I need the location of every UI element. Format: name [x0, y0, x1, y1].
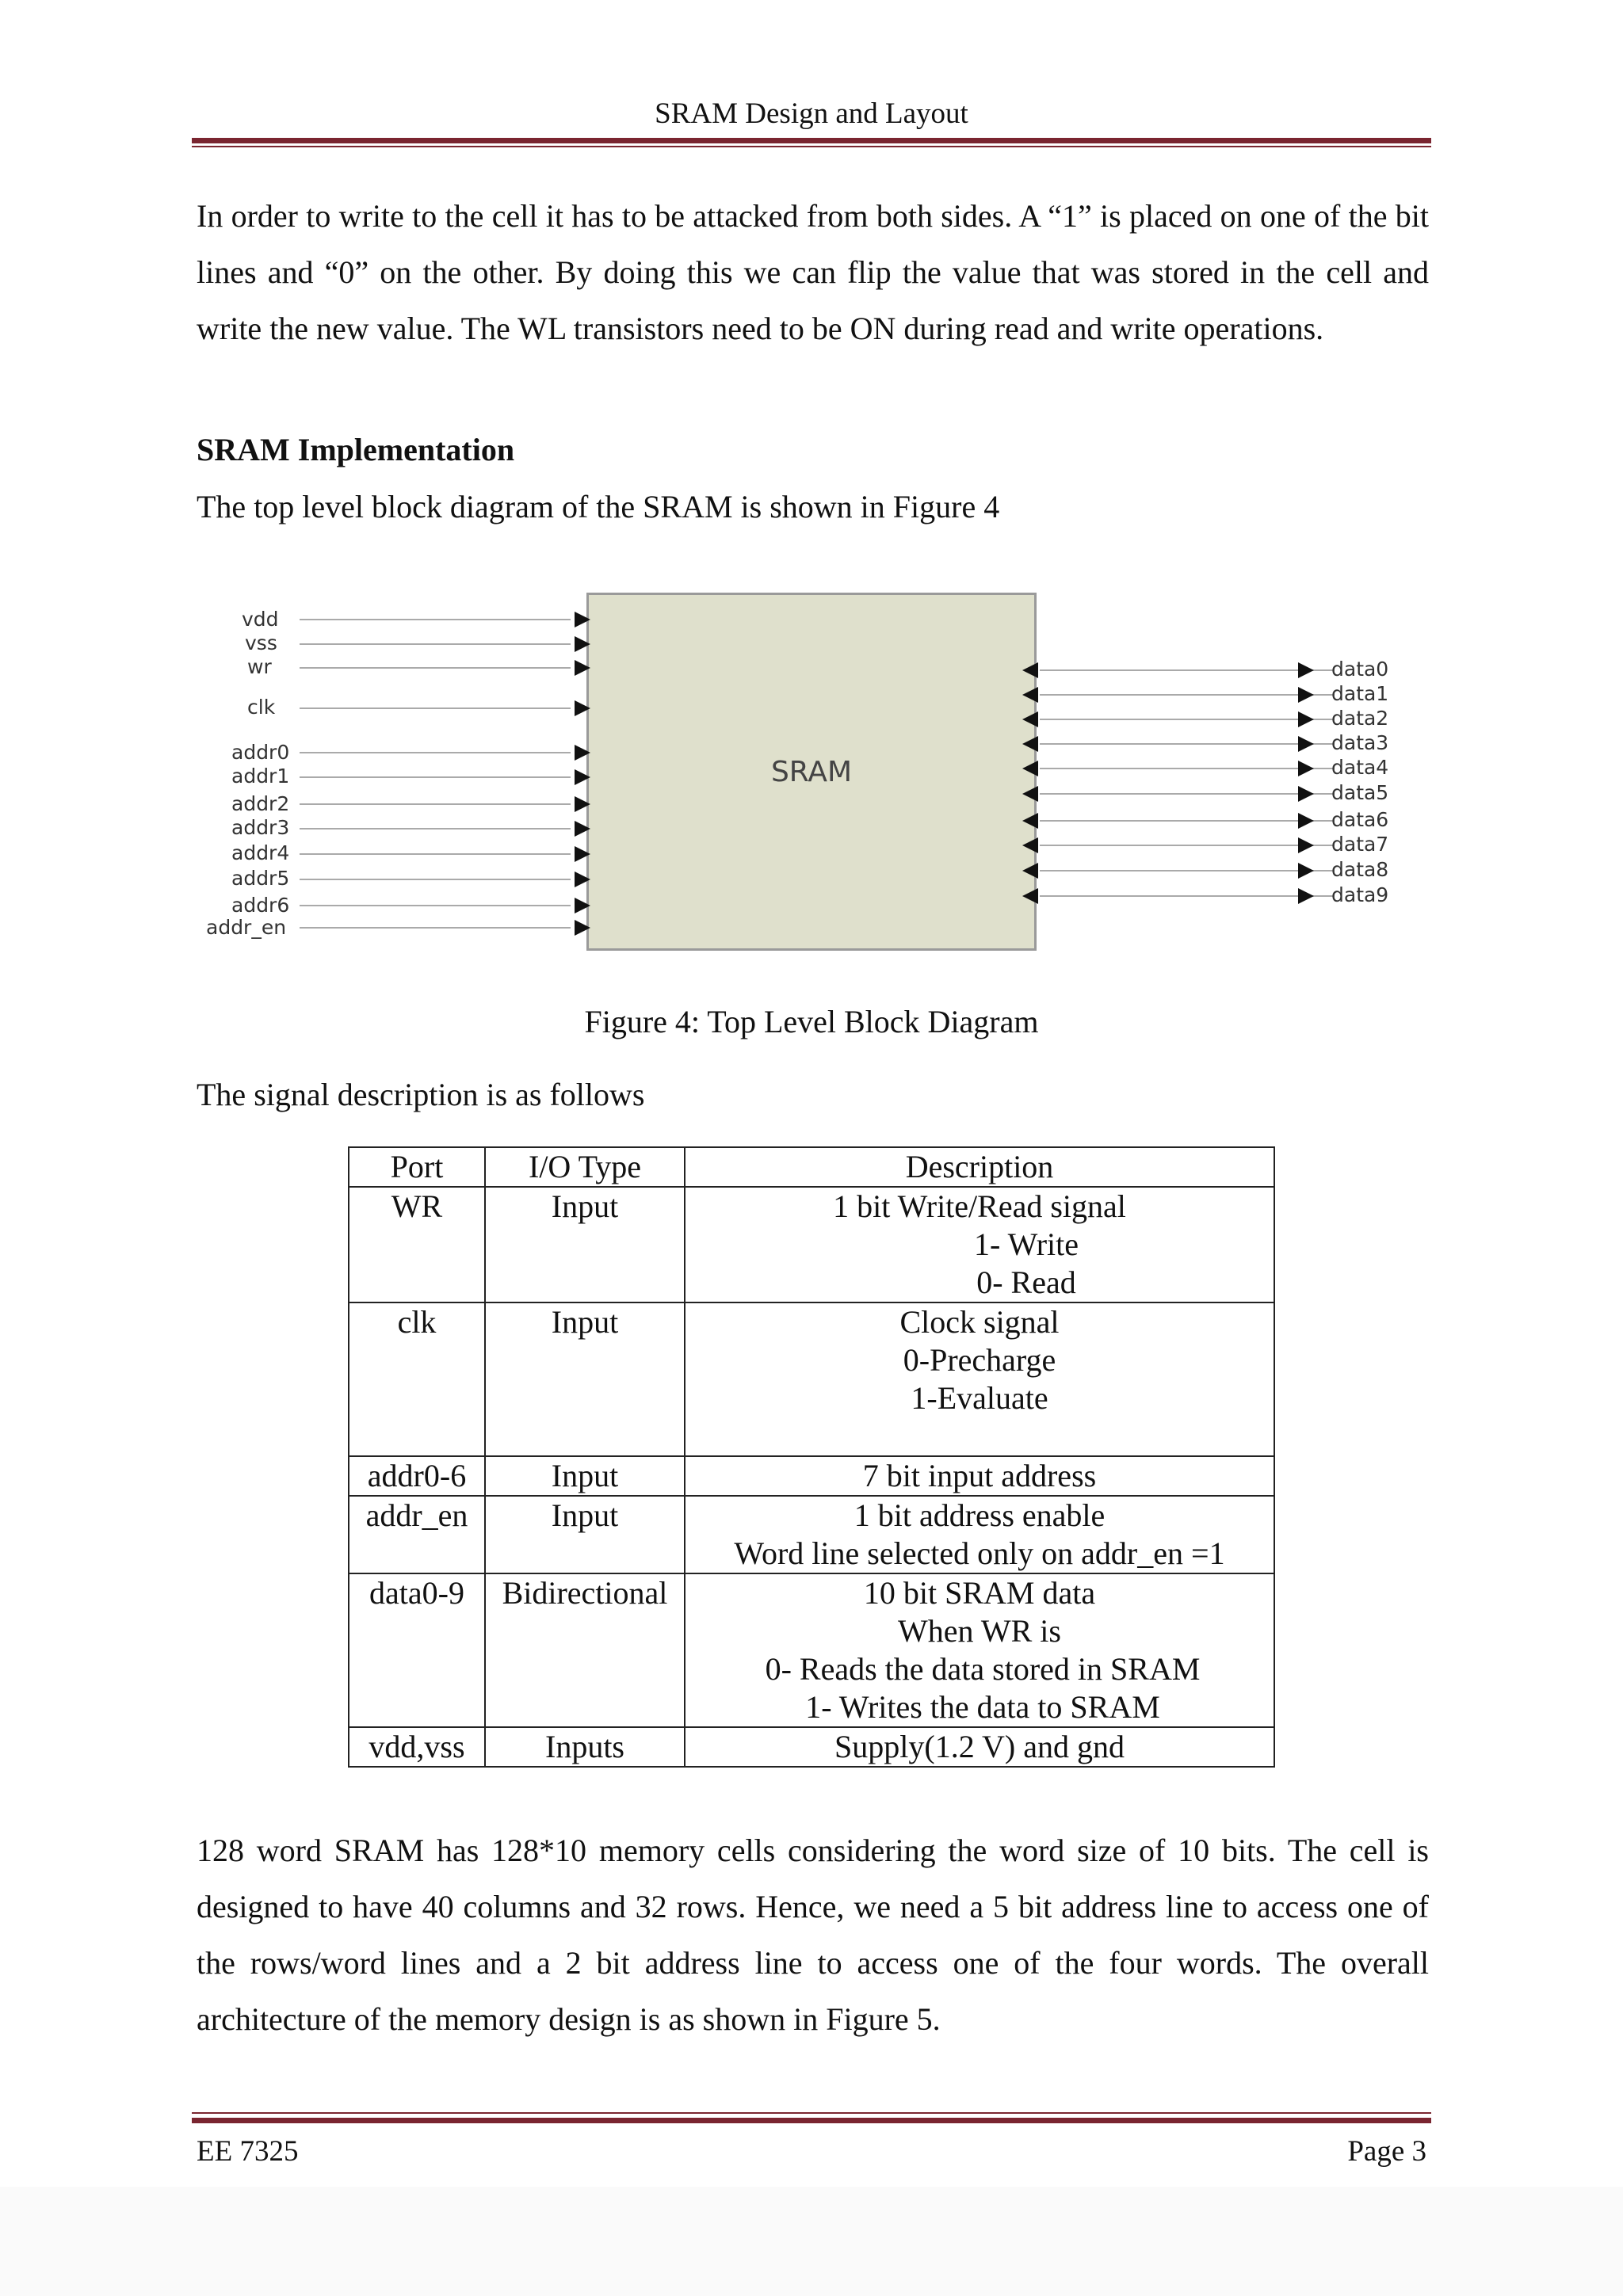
input-label-clk: clk: [247, 696, 276, 719]
input-label-addr6: addr6: [231, 894, 290, 917]
block-diagram: [198, 578, 1411, 959]
input-arrow: [575, 796, 590, 812]
output-line: [1040, 669, 1335, 671]
output-line: [1040, 694, 1335, 696]
output-arrow-out: [1298, 813, 1314, 829]
input-label-addr1: addr1: [231, 765, 290, 788]
output-arrow-in: [1022, 711, 1038, 727]
input-arrow: [575, 821, 590, 837]
table-row: [349, 1727, 1274, 1767]
cell-io: Input: [485, 1456, 685, 1496]
desc-line: 1- Write: [973, 1226, 1079, 1262]
input-label-addr4: addr4: [231, 841, 290, 864]
cell-port: WR: [349, 1187, 485, 1302]
section-heading: SRAM Implementation: [197, 432, 515, 467]
footer-rule-thin: [192, 2112, 1431, 2114]
desc-line: 1 bit Write/Read signal: [833, 1188, 1126, 1224]
sram-block-label: SRAM: [770, 755, 853, 788]
input-label-wr: wr: [247, 655, 272, 678]
cell-io: Input: [485, 1187, 685, 1302]
output-line: [1040, 719, 1335, 720]
signal-intro: The signal description is as follows: [197, 1077, 645, 1112]
input-line: [300, 853, 571, 855]
cell-description: [685, 1727, 1274, 1767]
input-arrow: [575, 920, 590, 936]
input-line: [300, 619, 571, 620]
cell-port: addr0-6: [349, 1456, 485, 1496]
input-label-vss: vss: [245, 631, 277, 654]
input-arrow: [575, 636, 590, 652]
input-line: [300, 803, 571, 805]
table-row: [349, 1187, 1274, 1302]
cell-description: [685, 1456, 1274, 1496]
desc-line: When WR is: [898, 1613, 1061, 1649]
write-operation-paragraph: In order to write to the cell it has to be attacked from both sides. A “1” is placed on one of the bit lines and “0” on the other. By doing this we can flip the value that was stored in the cell and write the new value. The WL transistors need to be ON during read and write operations.: [197, 198, 1429, 346]
output-arrow-in: [1022, 662, 1038, 678]
cell-description: [685, 1573, 1274, 1727]
output-arrow-out: [1298, 662, 1314, 678]
signal-description-table: [348, 1146, 1275, 1768]
page-bottom-shade: [0, 2187, 1623, 2296]
input-label-addr2: addr2: [231, 792, 290, 815]
table-row: [349, 1302, 1274, 1456]
output-label-data4: data4: [1331, 756, 1389, 779]
page-header-title: SRAM Design and Layout: [655, 97, 968, 130]
header-description: Description: [685, 1147, 1274, 1187]
input-line: [300, 879, 571, 880]
input-label-addr0: addr0: [231, 741, 290, 764]
table-row: [349, 1496, 1274, 1573]
input-label-addr3: addr3: [231, 816, 290, 839]
cell-io: Input: [485, 1302, 685, 1456]
section-intro: The top level block diagram of the SRAM is shown in Figure 4: [197, 489, 1000, 524]
desc-line: 0- Reads the data stored in SRAM: [765, 1651, 1201, 1687]
input-label-vdd: vdd: [242, 608, 279, 631]
cell-port: addr_en: [349, 1496, 485, 1573]
input-line: [300, 776, 571, 778]
input-line: [300, 707, 571, 709]
cell-description: [685, 1187, 1274, 1302]
desc-line: Clock signal: [899, 1304, 1060, 1340]
output-line: [1040, 845, 1335, 846]
output-arrow-out: [1298, 786, 1314, 802]
desc-line: 0- Read: [976, 1264, 1076, 1300]
cell-io: Input: [485, 1496, 685, 1573]
output-line: [1040, 768, 1335, 769]
output-label-data6: data6: [1331, 808, 1389, 831]
output-arrow-in: [1022, 813, 1038, 829]
footer-rule-thick: [192, 2118, 1431, 2123]
input-arrow: [575, 660, 590, 676]
table-row: [349, 1456, 1274, 1496]
cell-port: clk: [349, 1302, 485, 1456]
input-arrow: [575, 745, 590, 761]
output-arrow-in: [1022, 761, 1038, 776]
table-row: [349, 1573, 1274, 1727]
input-line: [300, 667, 571, 669]
desc-line: Supply(1.2 V) and gnd: [834, 1729, 1125, 1764]
input-label-addr-en: addr_en: [206, 916, 287, 939]
output-arrow-in: [1022, 786, 1038, 802]
input-line: [300, 752, 571, 753]
figure-caption: Figure 4: Top Level Block Diagram: [584, 1004, 1039, 1039]
cell-io: Bidirectional: [485, 1573, 685, 1727]
desc-line: 1-Evaluate: [911, 1380, 1048, 1416]
output-arrow-out: [1298, 761, 1314, 776]
output-label-data1: data1: [1331, 682, 1389, 705]
input-line: [300, 927, 571, 929]
output-label-data7: data7: [1331, 833, 1389, 856]
output-arrow-in: [1022, 888, 1038, 904]
input-arrow: [575, 769, 590, 785]
output-arrow-out: [1298, 687, 1314, 703]
output-label-data3: data3: [1331, 731, 1389, 754]
output-arrow-out: [1298, 888, 1314, 904]
output-label-data9: data9: [1331, 883, 1389, 906]
output-label-data0: data0: [1331, 658, 1389, 681]
output-arrow-out: [1298, 863, 1314, 879]
cell-description: [685, 1496, 1274, 1573]
header-rule-thin: [192, 146, 1431, 147]
output-label-data8: data8: [1331, 858, 1389, 881]
output-line: [1040, 793, 1335, 795]
cell-port: vdd,vss: [349, 1727, 485, 1767]
cell-port: data0-9: [349, 1573, 485, 1727]
output-arrow-out: [1298, 736, 1314, 752]
desc-line: 0-Precharge: [903, 1342, 1056, 1378]
output-arrow-in: [1022, 736, 1038, 752]
desc-line: 10 bit SRAM data: [863, 1575, 1096, 1611]
desc-line: Word line selected only on addr_en =1: [734, 1535, 1225, 1571]
header-io-type: I/O Type: [485, 1147, 685, 1187]
output-line: [1040, 743, 1335, 745]
input-arrow: [575, 612, 590, 627]
input-arrow: [575, 898, 590, 913]
output-label-data5: data5: [1331, 781, 1389, 804]
architecture-paragraph: 128 word SRAM has 128*10 memory cells considering the word size of 10 bits. The cell is designed to have 40 columns and 32 rows. Hence, we need a 5 bit address line to access one of the rows/word lines and a 2 bit address line to access one of the four words. The overall architecture of the memory design is as shown in Figure 5.: [197, 1833, 1429, 2037]
output-label-data2: data2: [1331, 707, 1389, 730]
desc-line: 1- Writes the data to SRAM: [805, 1689, 1160, 1725]
input-arrow: [575, 846, 590, 862]
header-rule-thick: [192, 138, 1431, 143]
output-line: [1040, 895, 1335, 897]
desc-line: 1 bit address enable: [854, 1497, 1106, 1533]
output-line: [1040, 870, 1335, 871]
footer-page-number: Page 3: [1347, 2135, 1426, 2168]
output-arrow-in: [1022, 837, 1038, 853]
footer-course: EE 7325: [197, 2135, 299, 2168]
output-arrow-out: [1298, 711, 1314, 727]
sram-block: [586, 593, 1037, 951]
desc-line: 7 bit input address: [862, 1458, 1097, 1493]
output-arrow-in: [1022, 863, 1038, 879]
input-line: [300, 643, 571, 645]
output-arrow-in: [1022, 687, 1038, 703]
input-arrow: [575, 871, 590, 887]
input-label-addr5: addr5: [231, 867, 290, 890]
table-header-row: [349, 1147, 1274, 1187]
output-line: [1040, 820, 1335, 822]
cell-io: Inputs: [485, 1727, 685, 1767]
output-arrow-out: [1298, 837, 1314, 853]
header-port: Port: [349, 1147, 485, 1187]
input-arrow: [575, 700, 590, 716]
input-line: [300, 905, 571, 906]
input-line: [300, 828, 571, 830]
cell-description: [685, 1302, 1274, 1456]
